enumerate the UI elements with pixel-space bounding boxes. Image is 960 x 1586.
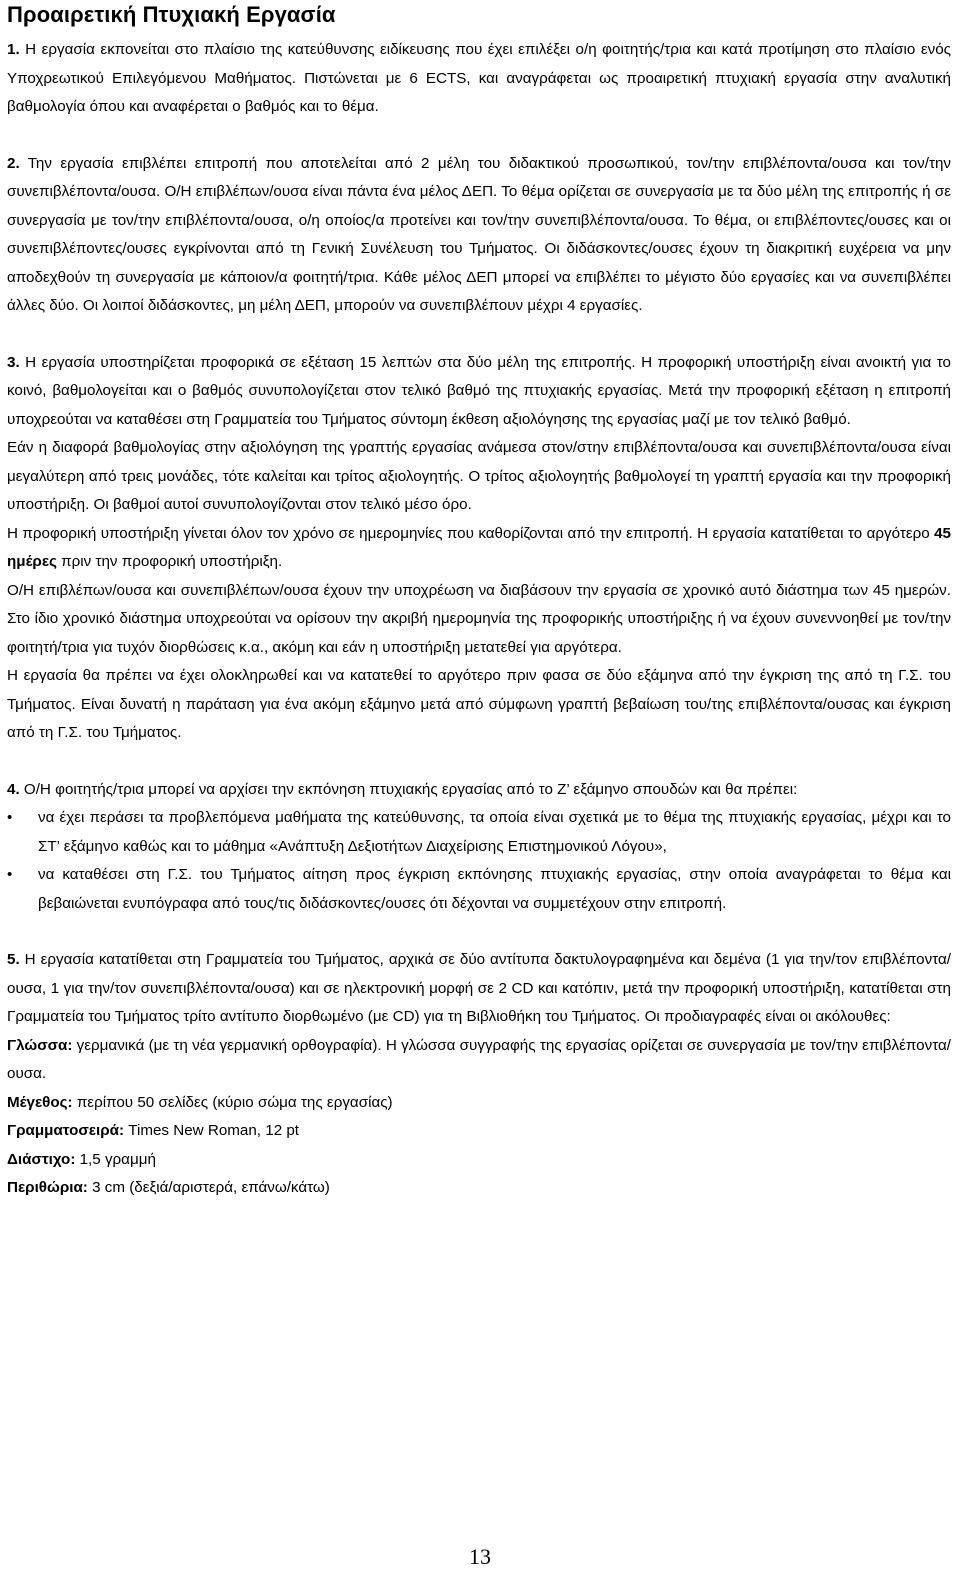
section-1	[7, 36, 951, 122]
spacer	[7, 918, 951, 946]
section-2-text: Την εργασία επιβλέπει επιτροπή που αποτελείται από 2 μέλη του διδακτικού προσωπικού, τον/την επιβλέποντα/ουσα και τον/την συνεπιβλέποντα/ουσα. Ο/Η επιβλέπων/ουσα είναι πάντα ένα μέλος ΔΕΠ. Το θέμα ορίζεται σε συνεργασία με τα δύο μέλη της επιτροπής ή σε συνεργασία με τον/την επιβλέποντα/ουσα, ο/η οποίος/α προτείνει και τον/την συνεπιβλέποντα/ουσα. Το θέμα, οι επιβλέποντες/ουσες και οι συνεπιβλέποντες/ουσες εγκρίνονται από τη Γενική Συνέλευση του Τμήματος. Οι διδάσκοντες/ουσες έχουν τη διακριτική ευχέρεια να μην αποδεχθούν τη συνεργασία με κάποιον/α φοιτητή/τρια. Κάθε μέλος ΔΕΠ μπορεί να επιβλέπει το μέγιστο δύο εργασίες και να συνεπιβλέπει άλλες δύο. Οι λοιποί διδάσκοντες, μη μέλη ΔΕΠ, μπορούν να συνεπιβλέπουν μέχρι 4 εργασίες.	[7, 154, 951, 314]
section-4-number: 4.	[7, 780, 20, 798]
section-3-p3-end: πριν την προφορική υποστήριξη.	[56, 553, 283, 570]
spec-line-spacing	[7, 1146, 951, 1175]
section-5	[7, 946, 951, 1203]
page-title: Προαιρετική Πτυχιακή Εργασία	[7, 2, 336, 27]
section-3-paragraph-4: Ο/Η επιβλέπων/ουσα και συνεπιβλέπων/ουσα έχουν την υποχρέωση να διαβάσουν την εργασία σε χρονικό αυτό διάστημα των 45 ημερών. Στο ίδιο χρονικό διάστημα υποχρεούται να ορίσουν την ακριβή ημερομηνία της προφορικής υποστήριξης ή να έχουν συνεννοηθεί με τον/την φοιτητή/τρια για τυχόν διορθώσεις κ.α., ακόμη και εάν η υποστήριξη μετατεθεί για αργότερα.	[7, 581, 951, 656]
section-2	[7, 150, 951, 321]
spec-value: 1,5 γραμμή	[75, 1150, 156, 1168]
spec-label: Διάστιχο:	[7, 1150, 76, 1168]
section-3-number: 3.	[7, 353, 20, 371]
spec-value: 3 cm (δεξιά/αριστερά, επάνω/κάτω)	[87, 1179, 330, 1196]
spec-margins	[7, 1174, 951, 1203]
spacer	[7, 321, 951, 349]
section-2-number: 2.	[7, 154, 20, 172]
page-number: 13	[469, 1544, 491, 1569]
spec-label: Μέγεθος:	[7, 1093, 73, 1111]
section-1-number: 1.	[7, 41, 20, 58]
list-item: • να έχει περάσει τα προβλεπόμενα μαθήματα της κατεύθυνσης, τα οποία είναι σχετικά με το θέμα της πτυχιακής εργασίας, μέχρι και το ΣΤ’ εξάμηνο καθώς και το μάθημα «Ανάπτυξη Δεξιοτήτων Διαχείρισης Επιστημονικού Λόγου»,	[7, 804, 951, 861]
section-5-text: Η εργασία κατατίθεται στη Γραμματεία του Τμήματος, αρχικά σε δύο αντίτυπα δακτυλογραφημένα και δεμένα (1 για την/τον επιβλέποντα/ουσα, 1 για την/τον συνεπιβλέποντα/ουσα) και σε ηλεκτρονική μορφή σε 2 CD και κατόπιν, μετά την προφορική υποστήριξη, κατατίθεται στη Γραμματεία του Τμήματος τρίτο αντίτυπο διορθωμένο (με CD) για τη Βιβλιοθήκη του Τμήματος. Οι προδιαγραφές είναι οι ακόλουθες:	[7, 951, 951, 1025]
section-1-text: Η εργασία εκπονείται στο πλαίσιο της κατεύθυνσης ειδίκευσης που έχει επιλέξει ο/η φοιτητής/τρια και κατά προτίμηση στο πλαίσιο ενός Υποχρεωτικού Επιλεγόμενου Μαθήματος. Πιστώνεται με 6 ECTS, και αναγράφεται ως προαιρετική πτυχιακή εργασία στην αναλυτική βαθμολογία όπου και αναφέρεται ο βαθμός και το θέμα.	[7, 41, 951, 115]
spec-value: περίπου 50 σελίδες (κύριο σώμα της εργασίας)	[72, 1093, 393, 1111]
section-4-text: Ο/Η φοιτητής/τρια μπορεί να αρχίσει την εκπόνηση πτυχιακής εργασίας από το Ζ’ εξάμηνο σπουδών και θα πρέπει:	[19, 780, 798, 798]
spec-length	[7, 1089, 951, 1118]
spec-label: Περιθώρια:	[7, 1179, 88, 1196]
spec-value: γερμανικά (με τη νέα γερμανική ορθογραφία). Η γλώσσα συγγραφής της εργασίας ορίζεται σε συνεργασία με τον/την επιβλέποντα/ουσα.	[7, 1036, 951, 1082]
deadline-days: 45 ημέρες	[7, 524, 951, 570]
section-5-number: 5.	[7, 951, 20, 968]
section-3-paragraph-5: Η εργασία θα πρέπει να έχει ολοκληρωθεί και να κατατεθεί το αργότερο πριν φασα σε δύο εξάμηνα από την έγκριση της από τη Γ.Σ. του Τμήματος. Είναι δυνατή η παράταση για ένα ακόμη εξάμηνο μετά από σύμφωνη γραπτή βεβαίωση του/της επιβλέποντα/ουσας και έγκριση από τη Γ.Σ. του Τμήματος.	[7, 667, 951, 741]
section-3	[7, 349, 951, 748]
spacer	[7, 122, 951, 150]
spec-font	[7, 1117, 951, 1146]
spec-label: Γραμματοσειρά:	[7, 1122, 125, 1139]
spec-value: Times New Roman, 12 pt	[124, 1122, 300, 1139]
spec-language	[7, 1032, 951, 1089]
spec-label: Γλώσσα:	[7, 1036, 73, 1054]
requirements-list	[7, 804, 951, 918]
section-3-p3-start: Η προφορική υποστήριξη γίνεται όλον τον χρόνο σε ημερομηνίες που καθορίζονται από την επιτροπή. Η εργασία κατατίθεται το αργότερο	[7, 524, 935, 542]
spacer	[7, 748, 951, 776]
section-4	[7, 776, 951, 919]
section-3-paragraph-1: Η εργασία υποστηρίζεται προφορικά σε εξέταση 15 λεπτών στα δύο μέλη της επιτροπής. Η προφορική υποστήριξη είναι ανοικτή για το κοινό, βαθμολογείται και ο βαθμός συνυπολογίζεται στον τελικό βαθμό της πτυχιακής εργασίας. Μετά την προφορική εξέταση η επιτροπή υποχρεούται να καταθέσει στη Γραμματεία του Τμήματος σύντομη έκθεση αξιολόγησης της εργασίας μαζί με τον τελικό βαθμό.	[7, 353, 951, 428]
list-item: • να καταθέσει στη Γ.Σ. του Τμήματος αίτηση προς έγκριση εκπόνησης πτυχιακής εργασίας, στην οποία αναγράφεται το θέμα και βεβαιώνεται ενυπόγραφα από τους/τις διδάσκοντες/ουσες ότι δέχονται να συμμετέχουν στην επιτροπή.	[7, 861, 951, 918]
section-3-paragraph-2: Εάν η διαφορά βαθμολογίας στην αξιολόγηση της γραπτής εργασίας ανάμεσα στον/στην επιβλέποντα/ουσα και συνεπιβλέποντα/ουσα είναι μεγαλύτερη από τρεις μονάδες, τότε καλείται και τρίτος αξιολογητής. Ο τρίτος αξιολογητής βαθμολογεί τη γραπτή εργασία και την προφορική υποστήριξη. Οι βαθμοί αυτοί συνυπολογίζονται στον τελικό μέσο όρο.	[7, 439, 951, 513]
section-3-paragraph-3	[7, 520, 951, 577]
